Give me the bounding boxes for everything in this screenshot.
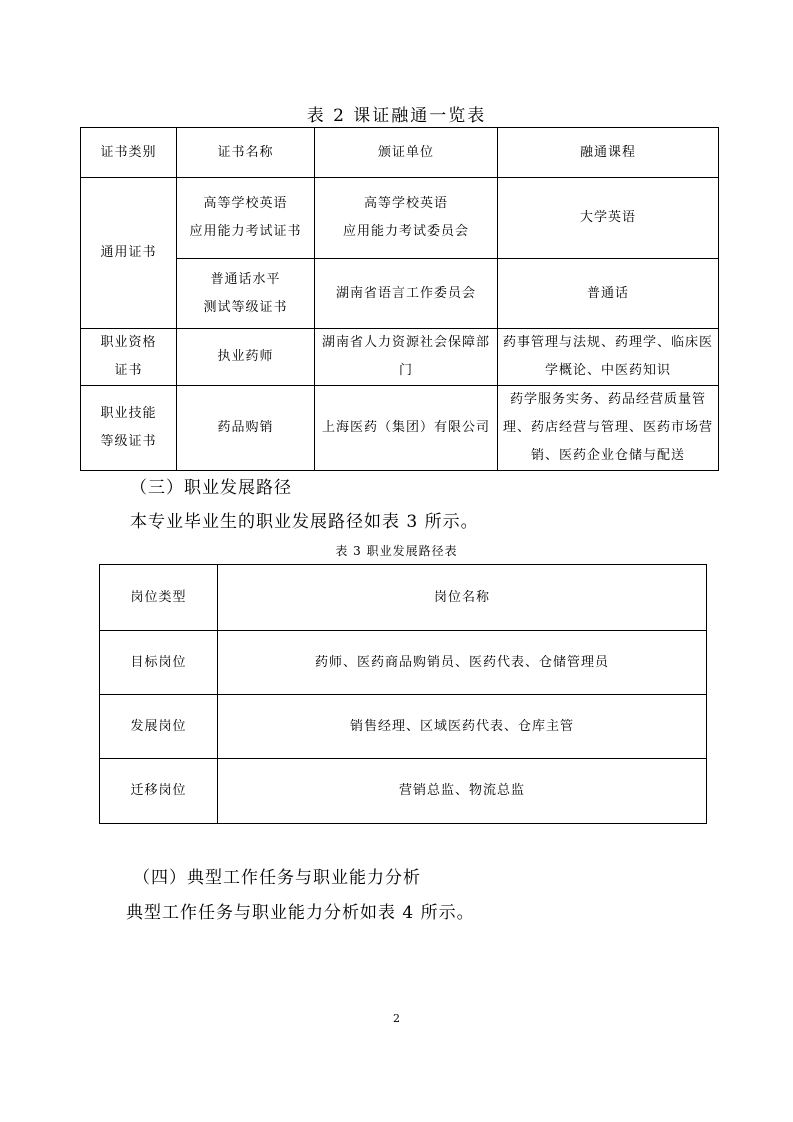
post-names-cell: 药师、医药商品购销员、医药代表、仓储管理员 [218, 631, 707, 695]
post-type-cell: 目标岗位 [100, 631, 218, 695]
page-number: 2 [393, 1012, 400, 1025]
course-cell: 药事管理与法规、药理学、临床医 学概论、中医药知识 [498, 329, 719, 386]
certificate-integration-table [80, 127, 719, 471]
header-cell: 证书类别 [81, 128, 177, 178]
table-row [81, 178, 719, 259]
paragraph: 本专业毕业生的职业发展路径如表 3 所示。 [130, 512, 479, 532]
post-type-cell: 迁移岗位 [100, 759, 218, 824]
table-row [81, 259, 719, 329]
issuer-cell: 高等学校英语 应用能力考试委员会 [315, 178, 498, 259]
table-row [100, 759, 707, 824]
issuer-cell: 湖南省人力资源社会保障部 门 [315, 329, 498, 386]
category-cell: 职业技能 等级证书 [81, 386, 177, 471]
issuer-cell: 湖南省语言工作委员会 [315, 259, 498, 329]
header-cell: 颁证单位 [315, 128, 498, 178]
header-cell: 证书名称 [177, 128, 315, 178]
category-cell: 通用证书 [81, 178, 177, 329]
table-row [81, 329, 719, 386]
table3-caption: 表 3 职业发展路径表 [335, 544, 458, 558]
post-names-cell: 营销总监、物流总监 [218, 759, 707, 824]
table-row [100, 631, 707, 695]
cert-name-cell: 普通话水平 测试等级证书 [177, 259, 315, 329]
section-heading: （三）职业发展路径 [130, 478, 292, 498]
course-cell: 药学服务实务、药品经营质量管 理、药店经营与管理、医药市场营 销、医药企业仓储与配送 [498, 386, 719, 471]
cert-name-cell: 执业药师 [177, 329, 315, 386]
table-header-row [100, 565, 707, 631]
table-row [81, 386, 719, 471]
cert-name-cell: 药品购销 [177, 386, 315, 471]
table-header-row [81, 128, 719, 178]
course-cell: 普通话 [498, 259, 719, 329]
paragraph: 典型工作任务与职业能力分析如表 4 所示。 [126, 903, 475, 923]
table-row [100, 695, 707, 759]
header-cell: 融通课程 [498, 128, 719, 178]
career-path-table [99, 564, 707, 824]
section-heading: （四）典型工作任务与职业能力分析 [133, 868, 421, 888]
category-cell: 职业资格 证书 [81, 329, 177, 386]
header-cell: 岗位名称 [218, 565, 707, 631]
header-cell: 岗位类型 [100, 565, 218, 631]
post-type-cell: 发展岗位 [100, 695, 218, 759]
course-cell: 大学英语 [498, 178, 719, 259]
cert-name-cell: 高等学校英语 应用能力考试证书 [177, 178, 315, 259]
post-names-cell: 销售经理、区域医药代表、仓库主管 [218, 695, 707, 759]
table2-caption: 表 2 课证融通一览表 [306, 106, 487, 126]
issuer-cell: 上海医药（集团）有限公司 [315, 386, 498, 471]
